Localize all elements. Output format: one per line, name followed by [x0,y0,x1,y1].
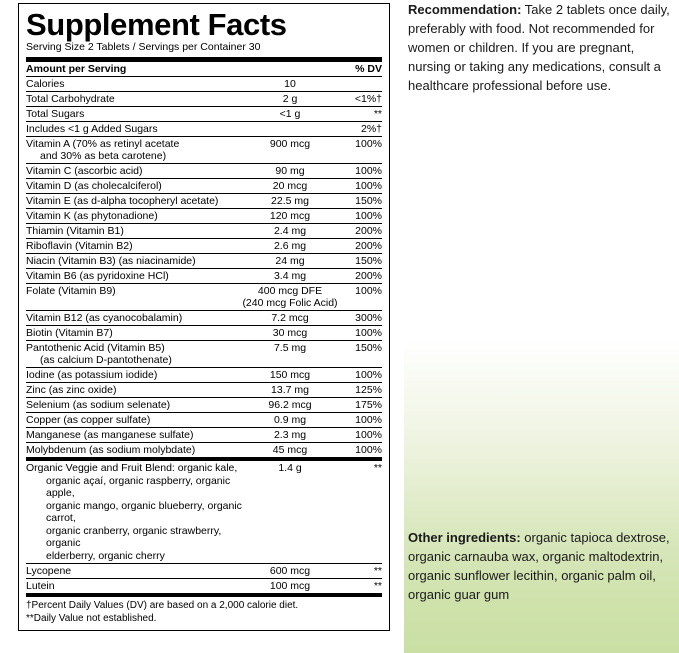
nutrient-amount: 24 mg [242,254,338,269]
other-ingredients-text: organic tapioca dextrose, organic carnauba wax, organic maltodextrin, organic sunflower lecithin, organic palm oil, organic guar gum [408,530,670,602]
table-row [26,92,382,107]
nutrient-amount: 7.5 mg [242,341,338,368]
nutrient-amount: 30 mcg [242,326,338,341]
nutrient-name: Riboflavin (Vitamin B2) [26,239,242,254]
other-ingredients-label: Other ingredients: [408,530,521,545]
nutrient-daily-value: 100% [338,443,382,458]
nutrient-amount: 90 mg [242,164,338,179]
table-row [26,209,382,224]
nutrient-daily-value: 200% [338,224,382,239]
nutrient-name: Vitamin K (as phytonadione) [26,209,242,224]
nutrient-amount: 13.7 mg [242,383,338,398]
supplement-facts-table [26,62,382,597]
header-amount-per-serving: Amount per Serving [26,62,242,77]
table-row [26,383,382,398]
nutrient-amount: 2.6 mg [242,239,338,254]
nutrient-daily-value: 100% [338,164,382,179]
nutrient-amount: 3.4 mg [242,269,338,284]
footnote-dv-not-established: **Daily Value not established. [26,612,157,624]
nutrient-name: Includes <1 g Added Sugars [26,122,242,137]
nutrient-name: Folate (Vitamin B9) [26,284,242,311]
nutrient-daily-value: 125% [338,383,382,398]
footnotes [26,597,382,625]
blend-name-continued: elderberry, organic cherry [46,549,165,562]
recommendation-text: Take 2 tablets once daily, preferably with food. Not recommended for women or children. If you are pregnant, nursing or taking any medications, consult a healthcare professional before use. [408,2,670,93]
nutrient-name: Selenium (as sodium selenate) [26,398,242,413]
footnote-daily-values: †Percent Daily Values (DV) are based on a 2,000 calorie diet. [26,600,299,611]
table-row [26,368,382,383]
nutrient-name: Niacin (Vitamin B3) (as niacinamide) [26,254,242,269]
nutrient-daily-value: ** [338,107,382,122]
nutrient-amount: 2.3 mg [242,428,338,443]
table-row [26,107,382,122]
nutrient-amount: 7.2 mcg [242,311,338,326]
table-row [26,239,382,254]
nutrient-daily-value: 175% [338,398,382,413]
table-row [26,413,382,428]
blend-name-continued: organic açaí, organic raspberry, organic apple, [46,474,231,499]
nutrient-daily-value [338,77,382,92]
nutrient-name: Total Carbohydrate [26,92,242,107]
nutrient-name: Molybdenum (as sodium molybdate) [26,443,242,458]
nutrient-amount: 150 mcg [242,368,338,383]
table-row [26,284,382,311]
nutrient-name: Copper (as copper sulfate) [26,413,242,428]
nutrient-name: Iodine (as potassium iodide) [26,368,242,383]
nutrient-amount [242,122,338,137]
nutrient-daily-value: 2%† [338,122,382,137]
nutrient-name: Vitamin A (70% as retinyl acetate and 30% as beta carotene) [26,137,242,164]
nutrient-name: Calories [26,77,242,92]
nutrient-daily-value: 300% [338,311,382,326]
recommendation-block [408,0,670,95]
table-row [26,269,382,284]
blend-name-continued: organic mango, organic blueberry, organic carrot, [46,499,242,524]
nutrient-amount: 10 [242,77,338,92]
nutrient-name: Vitamin B12 (as cyanocobalamin) [26,311,242,326]
nutrient-daily-value: 100% [338,326,382,341]
nutrient-amount: 900 mcg [242,137,338,164]
nutrient-name: Lutein [26,579,242,594]
table-row [26,179,382,194]
nutrient-name-continued: and 30% as beta carotene) [40,150,167,162]
nutrient-daily-value: 100% [338,179,382,194]
nutrient-amount: <1 g [242,107,338,122]
nutrient-name: Manganese (as manganese sulfate) [26,428,242,443]
header-spacer [242,62,338,77]
table-row [26,137,382,164]
nutrient-name: Vitamin C (ascorbic acid) [26,164,242,179]
table-row [26,428,382,443]
divider-bottom [26,594,382,596]
table-row [26,77,382,92]
blend-name: Organic Veggie and Fruit Blend: organic kale, organic açaí, organic raspberry, organic apple, organic mango, organic blueberry, organic carrot, organic cranberry, organic strawberry, organic elderberry, organic cherry [26,460,242,564]
nutrient-daily-value: ** [338,579,382,594]
blend-name-continued: organic cranberry, organic strawberry, organic [46,524,222,549]
page-title: Supplement Facts [26,7,287,42]
nutrient-amount: 22.5 mg [242,194,338,209]
table-row [26,254,382,269]
other-ingredients-block [408,528,670,604]
blend-daily-value: ** [338,460,382,564]
nutrient-amount: 120 mcg [242,209,338,224]
nutrient-name: Lycopene [26,564,242,579]
nutrient-name: Biotin (Vitamin B7) [26,326,242,341]
nutrient-daily-value: 100% [338,368,382,383]
nutrient-amount: 100 mcg [242,579,338,594]
nutrient-name: Zinc (as zinc oxide) [26,383,242,398]
table-row [26,341,382,368]
nutrient-amount: 2.4 mg [242,224,338,239]
recommendation-label: Recommendation: [408,2,522,17]
table-row [26,326,382,341]
nutrient-daily-value: 100% [338,284,382,311]
nutrient-name-continued: (as calcium D-pantothenate) [40,354,172,366]
header-percent-dv: % DV [338,62,382,77]
table-row [26,122,382,137]
nutrient-daily-value: 150% [338,341,382,368]
blend-amount: 1.4 g [242,460,338,564]
serving-size-text: Serving Size 2 Tablets / Servings per Container 30 [26,41,261,53]
nutrient-daily-value: 100% [338,428,382,443]
table-bottom-divider [26,594,382,596]
nutrient-name: Total Sugars [26,107,242,122]
nutrient-daily-value: 100% [338,209,382,224]
table-row-blend [26,460,382,564]
table-row [26,224,382,239]
nutrient-amount: 400 mcg DFE (240 mcg Folic Acid) [242,285,338,309]
table-row [26,564,382,579]
nutrient-daily-value: 150% [338,254,382,269]
nutrient-name: Vitamin B6 (as pyridoxine HCl) [26,269,242,284]
table-row [26,164,382,179]
table-row [26,194,382,209]
table-row [26,398,382,413]
nutrient-name: Pantothenic Acid (Vitamin B5) (as calcium D-pantothenate) [26,341,242,368]
nutrient-amount: 600 mcg [242,564,338,579]
nutrient-daily-value: ** [338,564,382,579]
nutrient-amount: 0.9 mg [242,413,338,428]
nutrient-daily-value: <1%† [338,92,382,107]
table-row [26,311,382,326]
nutrient-amount: 2 g [242,92,338,107]
table-row [26,443,382,458]
nutrient-daily-value: 100% [338,413,382,428]
table-header-row [26,62,382,77]
nutrient-daily-value: 100% [338,137,382,164]
nutrient-amount: 96.2 mcg [242,398,338,413]
nutrient-name: Vitamin E (as d-alpha tocopheryl acetate) [26,194,242,209]
nutrient-amount: 45 mcg [242,443,338,458]
nutrient-amount: 20 mcg [242,179,338,194]
nutrient-amount-continued: (240 mcg Folic Acid) [242,297,338,309]
table-row [26,579,382,594]
nutrient-daily-value: 150% [338,194,382,209]
supplement-facts-panel [18,3,390,631]
nutrient-daily-value: 200% [338,239,382,254]
nutrient-daily-value: 200% [338,269,382,284]
nutrient-name: Thiamin (Vitamin B1) [26,224,242,239]
nutrient-name: Vitamin D (as cholecalciferol) [26,179,242,194]
